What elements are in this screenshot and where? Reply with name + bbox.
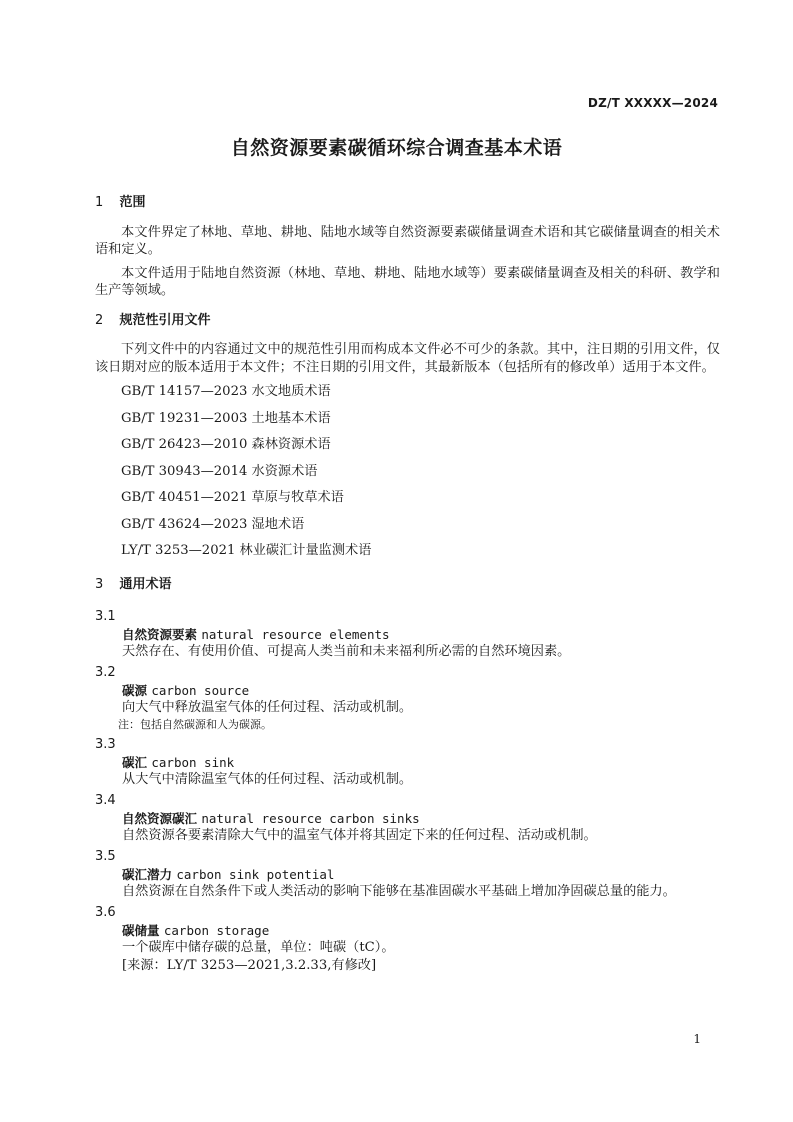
term-en: carbon storage: [163, 923, 270, 938]
document-body: [95, 190, 720, 977]
reference-item: LY/T 3253—2021 林业碳汇计量监测术语: [121, 543, 372, 558]
paragraph: 本文件适用于陆地自然资源（林地、草地、耕地、陆地水域等）要素碳储量调查及相关的科研、教学和生产等领域。: [95, 265, 720, 298]
paragraph: 下列文件中的内容通过文中的规范性引用而构成本文件必不可少的条款。其中，注日期的引用文件，仅该日期对应的版本适用于本文件；不注日期的引用文件，其最新版本（包括所有的修改单）适用于本文件。: [95, 342, 720, 375]
section-heading-normative-references: [95, 312, 720, 330]
term-number: 3.5: [95, 849, 116, 864]
document-title: 自然资源要素碳循环综合调查基本术语: [230, 137, 563, 159]
reference-item: GB/T 43624—2023 湿地术语: [121, 516, 305, 532]
page-number: 1: [693, 1032, 701, 1046]
term-name: [122, 626, 720, 643]
reference-item: GB/T 40451—2021 草原与牧草术语: [121, 490, 344, 505]
term-number: 3.3: [95, 737, 116, 752]
reference-item: GB/T 19231—2003 土地基本术语: [121, 410, 331, 426]
term-number: 3.2: [95, 665, 116, 680]
term-source: [来源：LY/T 3253—2021,3.2.33,有修改]: [122, 958, 377, 973]
paragraph: 本文件界定了林地、草地、耕地、陆地水域等自然资源要素碳储量调查术语和其它碳储量调查的相关术语和定义。: [95, 224, 720, 257]
term-en: carbon source: [151, 683, 250, 698]
term-entry: [95, 663, 720, 733]
section-title: 规范性引用文件: [119, 312, 211, 328]
term-zh: 碳储量: [122, 923, 160, 938]
term-entry: [95, 903, 720, 975]
term-definition: 从大气中清除温室气体的任何过程、活动或机制。: [122, 772, 413, 787]
term-definition: 一个碳库中储存碳的总量，单位：吨碳（tC）。: [122, 940, 395, 955]
reference-item: GB/T 14157—2023 水文地质术语: [121, 384, 331, 399]
term-zh: 碳汇: [122, 755, 148, 770]
section-title: 通用术语: [119, 576, 172, 592]
term-definition: 自然资源在自然条件下或人类活动的影响下能够在基准固碳水平基础上增加净固碳总量的能力。: [122, 884, 676, 899]
term-number: 3.6: [95, 905, 116, 920]
document-code: DZ/T XXXXX—2024: [587, 96, 718, 110]
term-name: [122, 866, 720, 883]
term-en: carbon sink potential: [176, 867, 335, 882]
term-definition: 向大气中释放温室气体的任何过程、活动或机制。: [122, 700, 413, 715]
term-entry: [95, 607, 720, 661]
reference-item: GB/T 26423—2010 森林资源术语: [121, 437, 331, 452]
section-heading-general-terms: [95, 576, 720, 594]
term-name: [122, 810, 720, 827]
term-zh: 碳汇潜力: [122, 867, 173, 882]
term-entry: [95, 847, 720, 901]
term-name: [122, 754, 720, 771]
term-zh: 自然资源要素: [122, 627, 198, 642]
section-title: 范围: [119, 195, 146, 210]
term-number: 3.4: [95, 793, 116, 808]
section-number: 2: [95, 312, 104, 328]
section-heading-scope: [95, 194, 720, 212]
term-en: natural resource carbon sinks: [201, 811, 420, 826]
term-en: carbon sink: [151, 755, 235, 770]
term-zh: 碳源: [122, 683, 148, 698]
term-name: [122, 682, 720, 699]
term-definition: 天然存在、有使用价值、可提高人类当前和未来福利所必需的自然环境因素。: [122, 644, 571, 659]
term-zh: 自然资源碳汇: [122, 811, 198, 826]
term-definition: 自然资源各要素清除大气中的温室气体并将其固定下来的任何过程、活动或机制。: [122, 828, 597, 843]
reference-item: GB/T 30943—2014 水资源术语: [121, 463, 318, 479]
term-en: natural resource elements: [201, 627, 390, 642]
term-name: [122, 922, 720, 939]
term-note: 注：包括自然碳源和人为碳源。: [118, 718, 272, 731]
section-number: 3: [95, 576, 104, 592]
section-number: 1: [95, 195, 104, 210]
term-entry: [95, 791, 720, 845]
term-number: 3.1: [95, 609, 116, 624]
term-entry: [95, 735, 720, 789]
